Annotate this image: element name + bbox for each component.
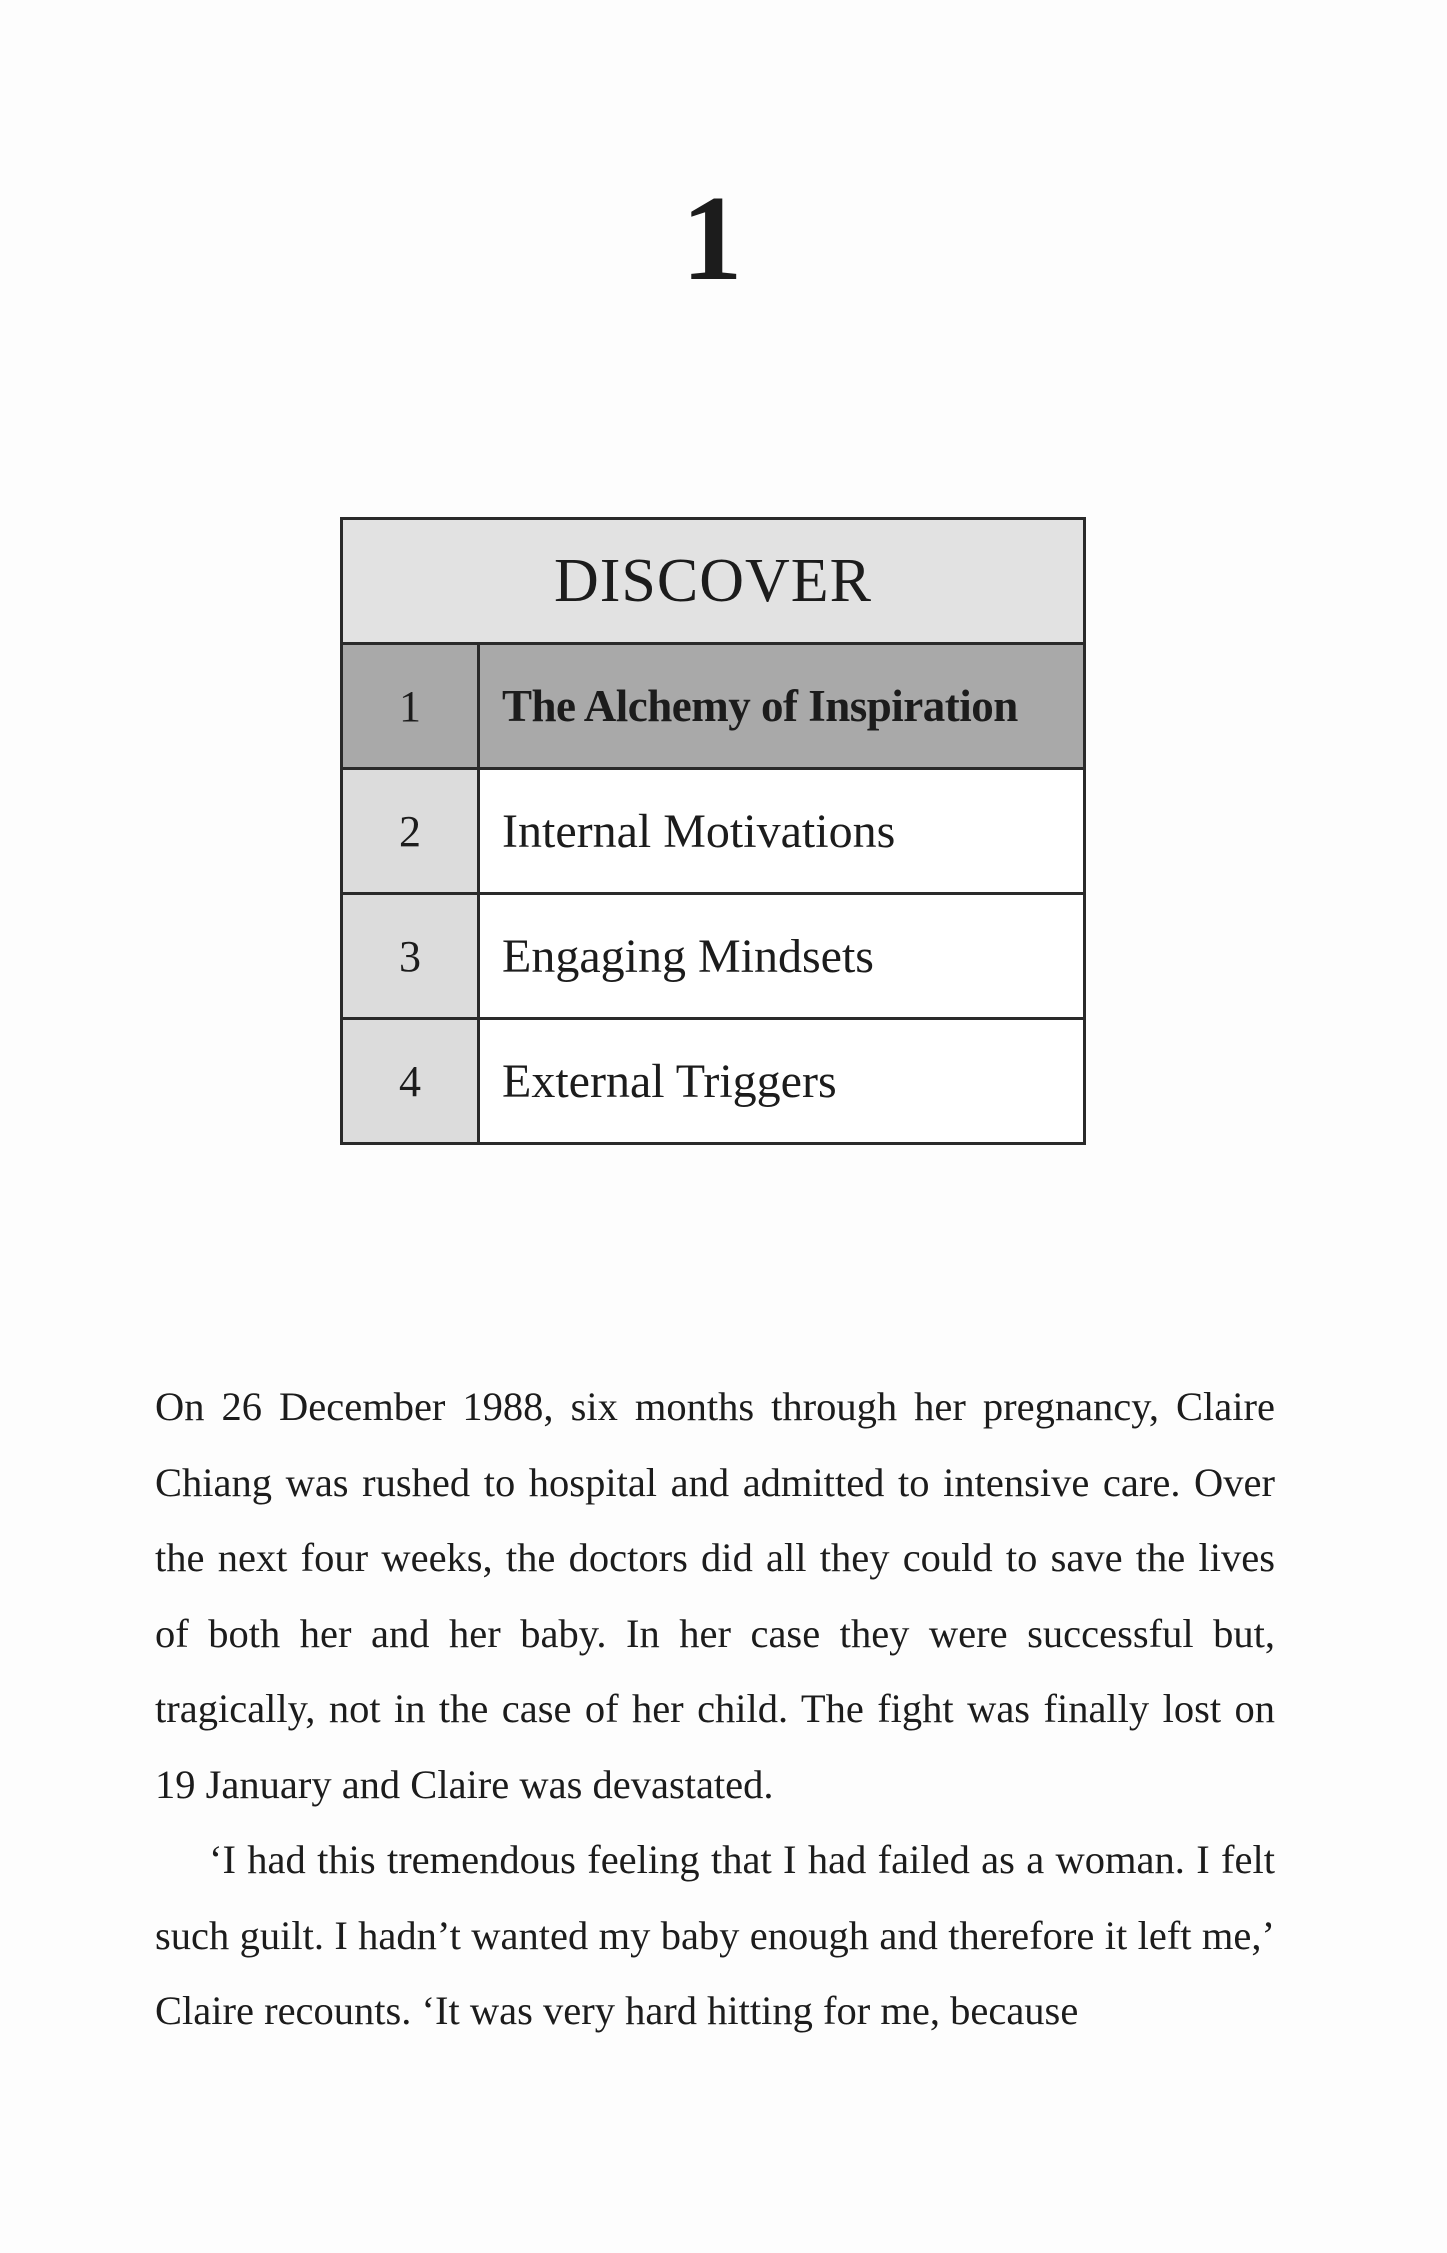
row-title: Internal Motivations	[480, 770, 1083, 892]
row-number: 4	[343, 1020, 480, 1142]
table-row	[343, 895, 1083, 1020]
row-number: 2	[343, 770, 480, 892]
body-text	[155, 1369, 1275, 2049]
row-number: 1	[343, 645, 480, 767]
row-title: Engaging Mindsets	[480, 895, 1083, 1017]
table-row	[343, 1020, 1083, 1142]
paragraph: On 26 December 1988, six months through her pregnancy, Claire Chiang was rushed to hospital and admitted to intensive care. Over the next four weeks, the doctors did all they could to save the lives of both her and her baby. In her case they were successful but, tragically, not in the case of her child. The fight was finally lost on 19 January and Claire was devastated.	[155, 1384, 1275, 1807]
row-number: 3	[343, 895, 480, 1017]
row-title: External Triggers	[480, 1020, 1083, 1142]
table-row	[343, 770, 1083, 895]
chapter-overview-table	[340, 517, 1086, 1145]
chapter-number: 1	[681, 171, 743, 306]
table-heading: DISCOVER	[343, 520, 1083, 645]
paragraph: ‘I had this tremendous feeling that I had failed as a woman. I felt such guilt. I hadn’t wanted my baby enough and therefore it left me,’ Claire recounts. ‘It was very hard hitting for me, because	[155, 1837, 1275, 2033]
row-title: The Alchemy of Inspiration	[480, 645, 1083, 767]
table-row-current	[343, 645, 1083, 770]
